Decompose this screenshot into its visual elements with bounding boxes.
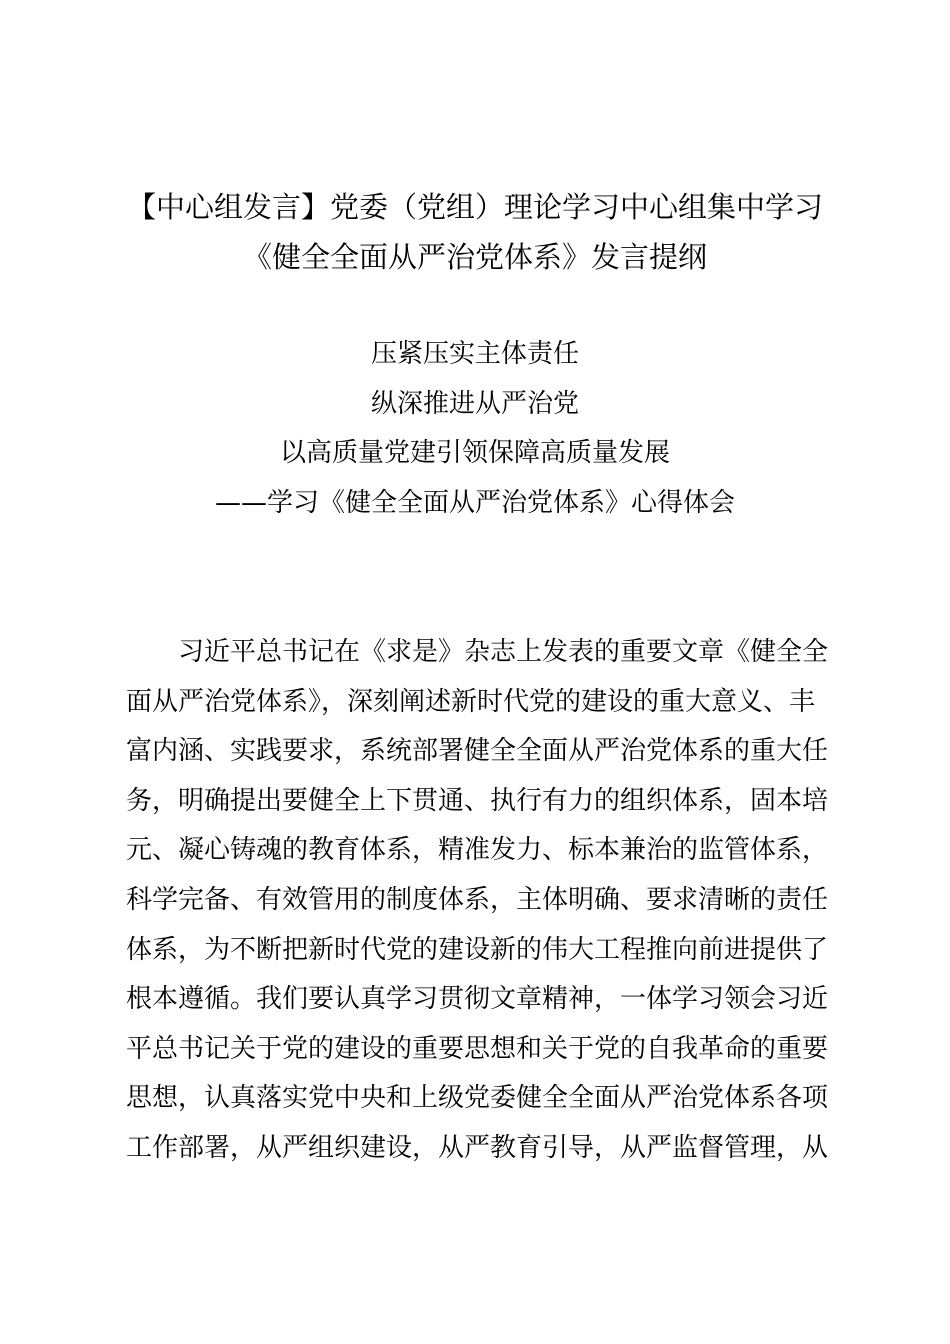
body-line: 根本遵循。我们要认真学习贯彻文章精神，一体学习领会习近 (126, 984, 829, 1015)
body-line: 体系，为不断把新时代党的建设新的伟大工程推向前进提供了 (126, 934, 829, 965)
body-line: 面从严治党体系》，深刻阐述新时代党的建设的重大意义、丰 (126, 686, 816, 717)
document-title (60, 182, 890, 282)
body-line: 科学完备、有效管用的制度体系，主体明确、要求清晰的责任 (126, 884, 829, 915)
subtitle-line-3: 以高质量党建引领保障高质量发展 (279, 438, 670, 468)
body-line: 务，明确提出要健全上下贯通、执行有力的组织体系，固本培 (126, 785, 829, 816)
subtitle-line-2: 纵深推进从严治党 (370, 388, 579, 419)
subtitle-line-4: ——学习《健全全面从严治党体系》心得体会 (214, 487, 735, 518)
body-paragraph (126, 628, 831, 1174)
body-line: 习近平总书记在《求是》杂志上发表的重要文章《健全全 (178, 637, 829, 667)
body-line: 思想，认真落实党中央和上级党委健全全面从严治党体系各项 (126, 1083, 829, 1114)
body-line: 工作部署，从严组织建设，从严教育引导，从严监督管理，从 (126, 1132, 829, 1163)
title-line-2: 《健全全面从严治党体系》发言提纲 (242, 240, 707, 274)
subtitle-line-1: 压紧压实主体责任 (370, 339, 579, 369)
document-subtitle (60, 330, 890, 528)
body-line: 富内涵、实践要求，系统部署健全全面从严治党体系的重大任 (126, 736, 829, 767)
body-line: 元、凝心铸魂的教育体系，精准发力、标本兼治的监管体系， (126, 835, 829, 866)
title-line-1: 【中心组发言】党委（党组）理论学习中心组集中学习 (126, 190, 823, 224)
body-line: 平总书记关于党的建设的重要思想和关于党的自我革命的重要 (126, 1033, 829, 1064)
